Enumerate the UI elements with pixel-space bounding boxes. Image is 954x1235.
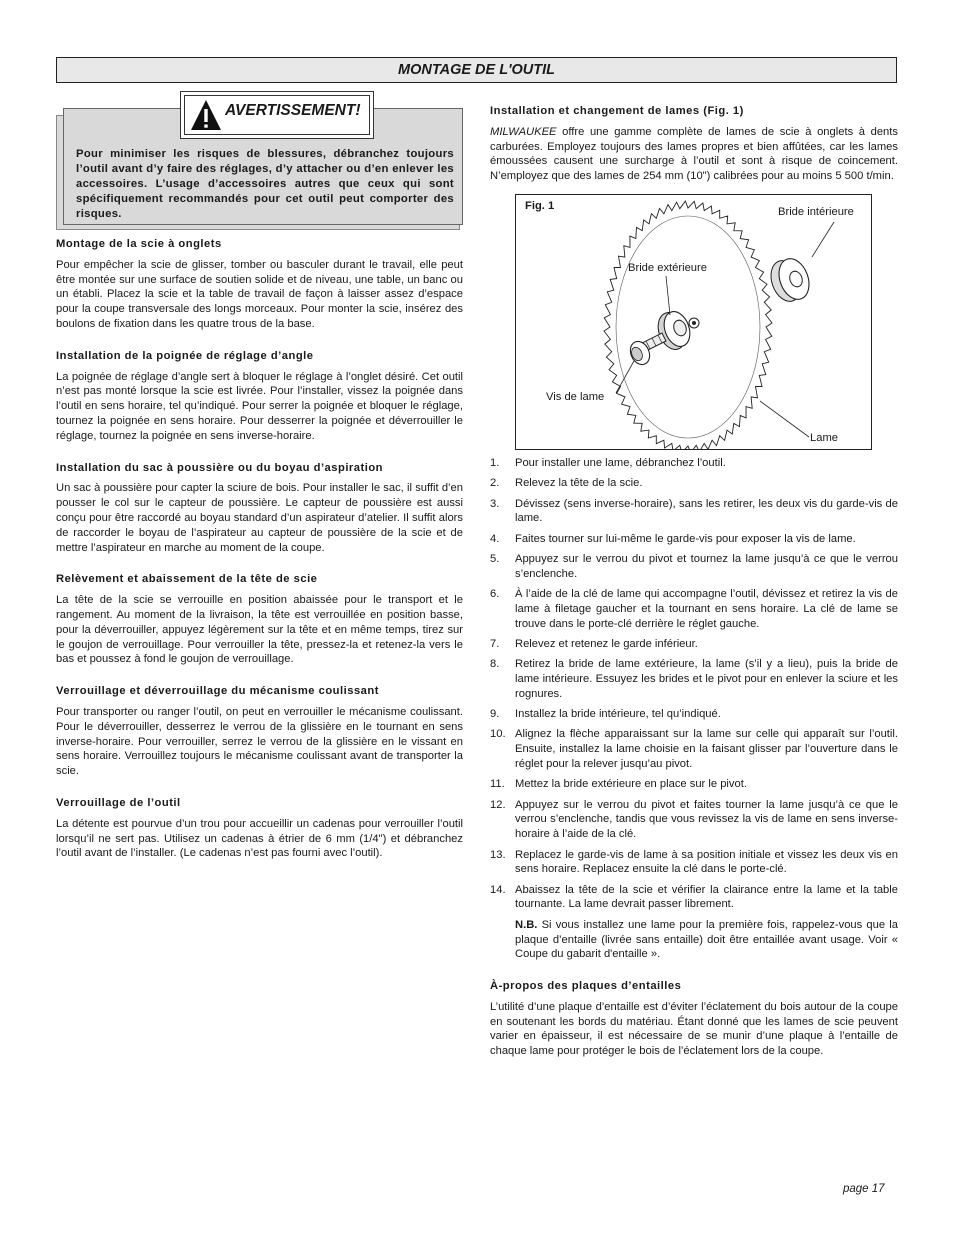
figure-caption: Fig. 1 [525, 199, 555, 212]
list-item: 8. Retirez la bride de lame extérieure, la lame (s’il y a lieu), puis la bride de lame intérieure. Essuyez les brides et le pivot pour en enlever la sciure et les rognures. [490, 658, 898, 700]
page-number: page 17 [843, 1183, 885, 1195]
para-angle-handle: La poignée de réglage d’angle sert à bloquer le réglage à l’onglet désiré. Cet outil n’est pas monté lorsque la scie est livrée. Pour l’installer, vissez la poignée dans l’outil en sens horaire, tel qu’indiqué. Pour serrer la poignée et bloquer le réglage, tournez la poignée en sens horaire. Pour desserrer la poignée et déverrouiller le réglage, tournez la poignée en sens inverse-horaire. [56, 370, 463, 442]
list-item: 13. Replacez le garde-vis de lame à sa position initiale et vissez les deux vis en sens horaire. Replacez ensuite la clé dans le porte-clé. [490, 848, 898, 876]
heading-throat-plate: À-propos des plaques d’entailles [490, 980, 682, 993]
list-item: 2. Relevez la tête de la scie. [490, 477, 643, 490]
nb-note [490, 918, 898, 962]
label-inner-flange: Bride intérieure [778, 205, 854, 218]
heading-mounting: Montage de la scie à onglets [56, 238, 222, 250]
saw-blade-diagram [516, 195, 871, 449]
section-title: MONTAGE DE L'OUTIL [397, 62, 556, 78]
list-item: 12. Appuyez sur le verrou du pivot et faites tourner la lame jusqu’à ce que le verrou s’enclenche, tandis que vous revissez la vis de lame en sens inverse-horaire à l’aide de la clé. [490, 798, 898, 841]
list-item: 1. Pour installer une lame, débranchez l’outil. [490, 456, 726, 469]
label-blade-screw: Vis de lame [546, 390, 605, 403]
para-dust-bag: Un sac à poussière pour capter la sciure de bois. Pour installer le sac, il suffit d’en pousser le col sur le capteur de poussière. Le capteur de poussière est aussi conçu pour être raccordé au boyau standard d’un aspirateur d’atelier. Il suffit alors de raccorder le boyau de l’aspirateur au capteur de poussière de la scie et de mettre l’aspirateur en marche au moment de la coupe. [56, 482, 463, 554]
heading-slide-lock: Verrouillage et déverrouillage du mécanisme coulissant [56, 685, 379, 698]
heading-saw-head: Relèvement et abaissement de la tête de scie [56, 573, 318, 586]
heading-dust-bag: Installation du sac à poussière ou du boyau d’aspiration [56, 461, 384, 474]
list-item: 11. Mettez la bride extérieure en place sur le pivot. [490, 778, 747, 791]
warning-box [56, 95, 463, 232]
brand-name: MILWAUKEE [490, 125, 557, 138]
para-throat-plate: L’utilité d’une plaque d’entaille est d’éviter l’éclatement du bois autour de la coupe en soutenant les bords du matériau. Étant donné que les lames de scie peuvent varier en épaisseur, il est nécessaire de se munir d’une plaque à l’entaille de chaque lame pour protéger le bois de l’éclatement lors de la coupe. [490, 1000, 898, 1058]
para-saw-head: La tête de la scie se verrouille en position abaissée pour le transport et le rangement. Au moment de la livraison, la tête est verrouillée en position basse, pour la déverrouiller, appuyez légèrement sur la tête et en même temps, tirez sur le goujon de verrouillage. Pour verrouiller la tête, pressez-la et retenez-la vers le bas et poussez à fond le goujon de verrouillage. [56, 594, 463, 666]
list-item: 10. Alignez la flèche apparaissant sur la lame sur celle qui apparaît sur l’outil. Ensuite, installez la lame choisie en la faisant glisser par l’ouverture dans le réglet pour la relever jusqu’au pivot. [490, 728, 898, 771]
heading-tool-lock: Verrouillage de l’outil [56, 796, 181, 809]
heading-blade-change: Installation et changement de lames (Fig. 1) [490, 105, 744, 117]
figure-1 [515, 194, 872, 450]
para-blade-intro [490, 125, 898, 184]
list-item: 7. Relevez et retenez le garde inférieur. [490, 637, 698, 650]
label-outer-flange: Bride extérieure [628, 261, 707, 274]
section-title-banner [56, 57, 897, 83]
intro-text: offre une gamme complète de lames de scie à onglets à dents carburées. Employez toujours des lames propres et bien affûtées, car les lames émoussées causent une surcharge à l’outil et sont à risque de coincement. N’employez que des lames de 254 mm (10") calibrées pour au moins 5 500 t/min. [490, 125, 898, 183]
para-mounting: Pour empêcher la scie de glisser, tomber ou basculer durant le travail, elle peut être montée sur une surface de soutien solide et de niveau, une table, un banc ou un établi. Placez la scie et la table de travail de façon à laisser assez d’espace pour la coupe transversale des longs morceaux. Pour monter la scie, insérez des boulons de fixation dans les quatre trous de la base. [56, 258, 463, 330]
list-item: 6. À l’aide de la clé de lame qui accompagne l’outil, dévissez et retirez la vis de lame à filetage gaucher et la tournant en sens horaire. La clé de lame se trouve dans le porte-clé derrière le réglet gauche. [490, 588, 898, 630]
para-tool-lock: La détente est pourvue d’un trou pour accueillir un cadenas pour verrouiller l’outil lorsqu’il ne sert pas. Utilisez un cadenas à étrier de 6 mm (1/4") et débranchez l’outil avant de l’installer. (Le cadenas n’est pas fourni avec l’outil). [56, 817, 463, 860]
para-slide-lock: Pour transporter ou ranger l’outil, on peut en verrouiller le mécanisme coulissant. Pour le déverrouiller, desserrez le verrou de la glissière en le tournant en sens inverse-horaire. Pour verrouiller, serrez le verrou de la glissière en le vissant en sens horaire. Verrouillez toujours le mécanisme coulissant avant de transporter la scie. [56, 705, 463, 778]
right-column [490, 104, 898, 1059]
warning-text: Pour minimiser les risques de blessures, débranchez toujours l’outil avant d’y faire des réglages, d’y attacher ou d’en enlever les accessoires. L’usage d’accessoires autres que ceux qui sont spécifiquement recommandés pour cet outil peut comporter des risques. [76, 148, 454, 220]
left-column [56, 95, 463, 861]
list-item: 5. Appuyez sur le verrou du pivot et tournez la lame jusqu’à ce que le verrou s’enclenche. [490, 552, 898, 580]
nb-label: N.B. [515, 918, 538, 931]
list-item: 4. Faites tourner sur lui-même le garde-vis pour exposer la vis de lame. [490, 532, 856, 545]
warning-title: AVERTISSEMENT! [225, 102, 361, 119]
warning-title-box [184, 95, 370, 135]
blade-teeth-outline [604, 201, 772, 449]
nb-text: Si vous installez une lame pour la première fois, rappelez-vous que la plaque d’entaille (livrée sans entaille) doit être entaillée avant usage. Voir « Coupe du gabarit d'entaille ». [515, 918, 898, 961]
list-item: 3. Dévissez (sens inverse-horaire), sans les retirer, les deux vis du garde-vis de lame. [490, 497, 898, 525]
label-blade: Lame [810, 431, 838, 444]
list-item: 14. Abaissez la tête de la scie et vérifier la clairance entre la lame et la table tournante. La lame devrait passer librement. [490, 883, 898, 911]
heading-angle-handle: Installation de la poignée de réglage d’angle [56, 349, 314, 362]
warning-triangle-icon [190, 99, 222, 131]
steps-list [490, 456, 898, 912]
list-item: 9. Installez la bride intérieure, tel qu’indiqué. [490, 708, 721, 721]
